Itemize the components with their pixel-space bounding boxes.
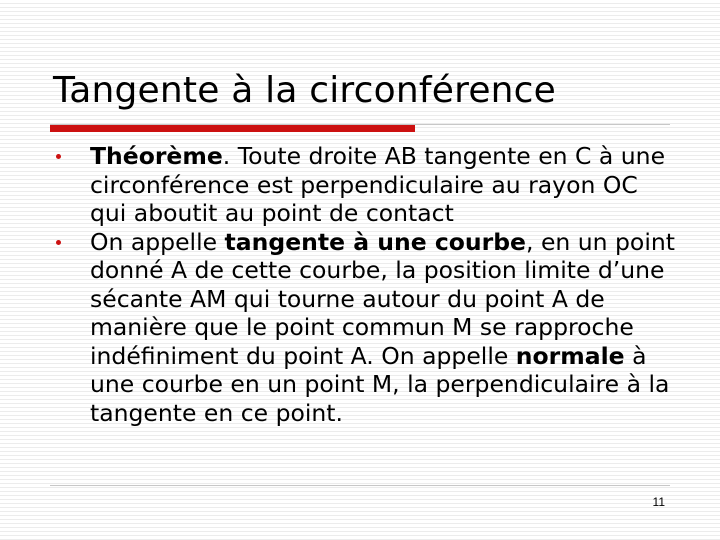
definition-middle: , en un point donné A de cette courbe, la position limite d’une sécante AM qui tourne autour du point A de manière que le point commun M se rapproche indéfiniment du point A. On appelle [90,227,675,370]
theorem-text: . Toute droite AB tangente en C à une circonférence est perpendiculaire au rayon OC qui aboutit au point de contact [90,142,666,227]
normal-term: normale [515,341,625,370]
definition-intro: On appelle [90,227,225,256]
footer-rule [50,485,670,486]
definition-end: à une courbe en un point M, la perpendiculaire à la tangente en ce point. [90,341,670,427]
theorem-term: Théorème [90,142,223,170]
list-item [52,228,677,428]
bullet-list [52,142,677,427]
bullet-icon [56,240,61,245]
bullet-icon [56,154,61,159]
title-accent-bar [50,125,415,132]
page-number: 11 [652,495,665,509]
slide-title: Tangente à la circonférence [53,70,557,111]
list-item [52,142,677,228]
tangent-term: tangente à une courbe [224,227,526,256]
